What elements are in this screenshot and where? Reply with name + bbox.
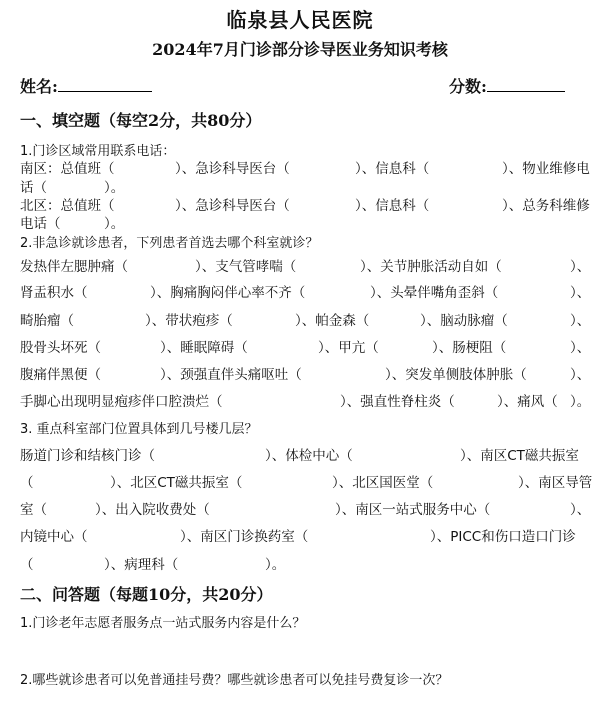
fill-text: ）、关节肿胀活动自如（ xyxy=(360,259,502,275)
q3-line-2 xyxy=(20,471,593,491)
fill-text: ）。 xyxy=(570,394,591,410)
fill-text: ）、 xyxy=(570,502,591,518)
essay-q2: 2.哪些就诊患者可以免普通挂号费？哪些就诊患者可以免挂号费复诊一次？ xyxy=(20,673,449,688)
score-blank xyxy=(487,75,565,92)
fill-text: ）、北区CT磁共振室（ xyxy=(110,475,243,491)
fill-text: 股骨头坏死（ xyxy=(20,340,101,356)
fill-text: ）。 xyxy=(265,557,286,573)
fill-text: 话（ xyxy=(20,180,47,196)
fill-text: ）、信息科（ xyxy=(355,161,430,177)
name-label: 姓名: xyxy=(20,77,58,96)
fill-text: ）、南区门诊换药室（ xyxy=(180,529,309,545)
fill-text: ）、胸痛胸闷伴心率不齐（ xyxy=(150,285,306,301)
q3-line-4 xyxy=(20,525,588,545)
q2-line-5 xyxy=(20,363,591,383)
fill-text: ）、 xyxy=(570,285,591,301)
fill-text: ）、信息科（ xyxy=(355,198,430,214)
fill-text: ）、 xyxy=(570,367,591,383)
q1-south-line-2 xyxy=(20,176,588,196)
fill-text: ）、肠梗阻（ xyxy=(432,340,507,356)
section-1-heading: 一、填空题（每空2分，共80分） xyxy=(20,111,262,130)
section-2-heading: 二、问答题（每题10分，共20分） xyxy=(20,585,273,604)
fill-text: （ xyxy=(20,557,34,573)
fill-text: 肾盂积水（ xyxy=(20,285,88,301)
fill-text: 手脚心出现明显疱疹伴口腔溃烂（ xyxy=(20,394,223,410)
q1-north-line-2 xyxy=(20,212,588,232)
fill-text: 腹痛伴黑便（ xyxy=(20,367,101,383)
q3-line-5 xyxy=(20,553,588,573)
exam-title: 2024年7月门诊部分诊导医业务知识考核 xyxy=(152,40,448,59)
q1-south-line-1 xyxy=(20,157,588,177)
fill-text: 南区：总值班（ xyxy=(20,161,115,177)
fill-text: ）、支气管哮喘（ xyxy=(195,259,297,275)
q2-prompt: 2.非急诊就诊患者，下列患者首选去哪个科室就诊？ xyxy=(20,236,319,251)
fill-text: ）、出入院收费处（ xyxy=(95,502,210,518)
fill-text: ）。 xyxy=(104,216,125,232)
q3-line-3 xyxy=(20,498,591,518)
fill-text: ）、头晕伴嘴角歪斜（ xyxy=(370,285,499,301)
fill-text: ）、带状疱疹（ xyxy=(145,313,233,329)
fill-text: 电话（ xyxy=(20,216,61,232)
fill-text: ）、北区国医堂（ xyxy=(332,475,434,491)
fill-text: ）、睡眠障碍（ xyxy=(160,340,248,356)
fill-text: ）、突发单侧肢体肿胀（ xyxy=(385,367,527,383)
q3-line-1 xyxy=(20,444,588,464)
fill-text: 室（ xyxy=(20,502,47,518)
fill-text: ）、帕金森（ xyxy=(295,313,370,329)
q1-prompt: 1.门诊区域常用联系电话： xyxy=(20,144,176,159)
q1-north-line-1 xyxy=(20,194,588,214)
fill-text: ）、痛风（ xyxy=(497,394,558,410)
fill-text: ）、急诊科导医台（ xyxy=(175,198,290,214)
fill-text: 北区：总值班（ xyxy=(20,198,115,214)
q2-line-2 xyxy=(20,281,591,301)
fill-text: ）、甲亢（ xyxy=(318,340,379,356)
fill-text: 畸胎瘤（ xyxy=(20,313,74,329)
fill-text: ）、 xyxy=(570,313,591,329)
fill-text: 发热伴左腮肿痛（ xyxy=(20,259,128,275)
fill-text: ）、总务科维修 xyxy=(502,198,590,214)
q2-line-6 xyxy=(20,390,591,410)
q2-line-4 xyxy=(20,336,591,356)
fill-text: ）、 xyxy=(570,259,591,275)
fill-text: （ xyxy=(20,475,34,491)
fill-text: ）、强直性脊柱炎（ xyxy=(340,394,455,410)
fill-text: ）、病理科（ xyxy=(104,557,179,573)
essay-q1: 1.门诊老年志愿者服务点一站式服务内容是什么？ xyxy=(20,616,306,631)
name-blank xyxy=(58,75,152,92)
fill-text: ）、南区导管 xyxy=(518,475,593,491)
score-label: 分数: xyxy=(449,77,487,96)
q2-line-1 xyxy=(20,255,591,275)
fill-text: ）、体检中心（ xyxy=(265,448,353,464)
score-field xyxy=(449,74,565,97)
name-field xyxy=(20,74,152,97)
fill-text: ）。 xyxy=(104,180,125,196)
fill-text: ）、南区CT磁共振室 xyxy=(460,448,579,464)
fill-text: ）、颈强直伴头痛呕吐（ xyxy=(160,367,302,383)
fill-text: ）、物业维修电 xyxy=(502,161,590,177)
fill-text: ）、 xyxy=(570,340,591,356)
fill-text: ）、PICC和伤口造口门诊 xyxy=(430,529,576,545)
q2-line-3 xyxy=(20,309,591,329)
q3-prompt: 3. 重点科室部门位置具体到几号楼几层？ xyxy=(20,422,258,437)
fill-text: ）、急诊科导医台（ xyxy=(175,161,290,177)
fill-text: ）、南区一站式服务中心（ xyxy=(335,502,491,518)
fill-text: ）、脑动脉瘤（ xyxy=(420,313,508,329)
fill-text: 肠道门诊和结核门诊（ xyxy=(20,448,155,464)
fill-text: 内镜中心（ xyxy=(20,529,88,545)
hospital-name: 临泉县人民医院 xyxy=(226,8,374,32)
